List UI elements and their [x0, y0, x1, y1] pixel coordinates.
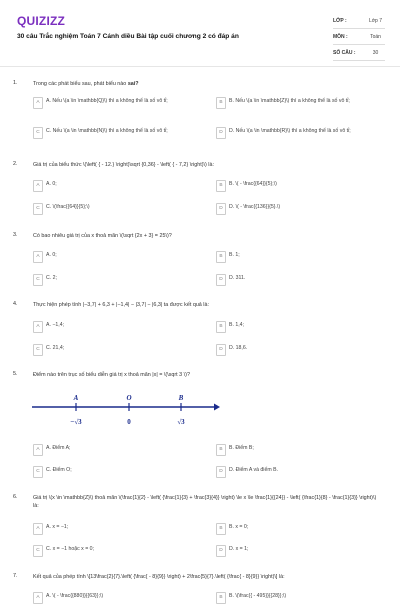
- question-number: 4.: [13, 301, 18, 307]
- option-letter-box: B: [216, 97, 226, 109]
- question-number: 6.: [13, 494, 18, 500]
- point-b-label: √3: [177, 418, 185, 426]
- option-text: D. \( - \frac{{136}}{5}.\): [229, 204, 281, 210]
- option-text: A. x = −1;: [46, 524, 69, 530]
- option-letter-box: C: [33, 127, 43, 139]
- option-letter-box: C: [33, 203, 43, 215]
- option-text: B. x = 0;: [229, 524, 249, 530]
- quizizz-logo[interactable]: QUIZIZZ: [17, 14, 66, 28]
- meta-row-count: [333, 45, 385, 61]
- question-emphasis: sai?: [127, 81, 139, 87]
- document-title: 30 câu Trắc nghiệm Toán 7 Cánh diều Bài tập cuối chương 2 có đáp án: [17, 33, 239, 40]
- option-text: C. x = −1 hoặc x = 0;: [46, 546, 95, 552]
- question-number: 1.: [13, 80, 18, 86]
- option-letter-box: A: [33, 523, 43, 535]
- point-a-letter: A: [73, 394, 79, 402]
- document-header: [0, 0, 400, 64]
- option-letter-box: C: [33, 545, 43, 557]
- option-text: D. x = 1;: [229, 546, 249, 552]
- point-a-label: −√3: [70, 418, 82, 426]
- meta-value: Lớp 7: [368, 17, 382, 24]
- option-text: B. 1,4;: [229, 322, 244, 328]
- question-number: 3.: [13, 232, 18, 238]
- option-text: A. −1,4;: [46, 322, 65, 328]
- number-line-figure: [30, 392, 220, 436]
- question-text: Giá trị của biểu thức \(\left( { - 12.} \right)\sqrt {0,36} - \left( { - 7,2} \right)\) là:: [33, 162, 214, 168]
- option-text: D. 311.: [229, 275, 246, 281]
- option-letter-box: A: [33, 592, 43, 604]
- meta-label: SỐ CÂU :: [333, 49, 356, 56]
- option-text: B. Nếu \(a \in \mathbb{Z}\) thì a không thể là số vô tỉ;: [229, 98, 350, 104]
- option-letter-box: B: [216, 251, 226, 263]
- option-text: B. \(\frac{{ - 495}}{{28}};\): [229, 593, 287, 599]
- question-number: 5.: [13, 371, 18, 377]
- option-text: C. Điểm O;: [46, 467, 72, 473]
- option-text: B. 1;: [229, 252, 240, 258]
- meta-value: Toán: [370, 33, 381, 40]
- point-o-label: 0: [127, 418, 131, 426]
- meta-label: LỚP :: [333, 17, 347, 24]
- option-letter-box: B: [216, 180, 226, 192]
- option-text: C. Nếu \(a \in \mathbb{N}\) thì a không thể là số vô tỉ;: [46, 128, 168, 134]
- option-letter-box: A: [33, 321, 43, 333]
- option-letter-box: A: [33, 251, 43, 263]
- option-letter-box: D: [216, 344, 226, 356]
- option-text: C. \(\frac{{64}}{5};\): [46, 204, 90, 210]
- option-letter-box: C: [33, 274, 43, 286]
- meta-row-class: [333, 13, 385, 29]
- option-letter-box: D: [216, 274, 226, 286]
- meta-table: [333, 13, 385, 61]
- option-letter-box: B: [216, 444, 226, 456]
- option-text: B. Điểm B;: [229, 445, 254, 451]
- option-text: C. 21,4;: [46, 345, 65, 351]
- point-b-letter: B: [178, 394, 184, 402]
- option-letter-box: C: [33, 344, 43, 356]
- option-text: D. Điểm A và điểm B.: [229, 467, 279, 473]
- question-number: 7.: [13, 573, 18, 579]
- option-text: A. 0;: [46, 252, 57, 258]
- option-letter-box: D: [216, 466, 226, 478]
- option-text: A. \( - \frac{{880}}{{63}};\): [46, 593, 104, 599]
- question-text: Có bao nhiêu giá trị của x thoả mãn \(\sqrt {2x + 3} = 25\)?: [33, 233, 172, 239]
- meta-row-subject: [333, 29, 385, 45]
- question-text: [33, 80, 383, 88]
- meta-value: 30: [372, 49, 379, 56]
- question-text: Giá trị \(x \in \mathbb{Z}\) thoả mãn \(\frac{1}{2} - \left( {\frac{1}{3} + \frac{3}{4}} \right) \le x \le \frac{1}{{24}} - \left( {\frac{1}{8} - \frac{1}{3}} \right)\) là:: [33, 495, 377, 509]
- option-letter-box: D: [216, 127, 226, 139]
- option-letter-box: A: [33, 97, 43, 109]
- header-divider: [0, 66, 400, 67]
- option-text: C. 2;: [46, 275, 57, 281]
- question-text: Thực hiện phép tính |−3,7| + 6,3 + |−1,4| − |3,7| − |6,3| ta được kết quả là:: [33, 302, 210, 308]
- option-text: A. 0;: [46, 181, 57, 187]
- option-text: D. 18,6.: [229, 345, 248, 351]
- option-letter-box: A: [33, 444, 43, 456]
- option-letter-box: B: [216, 592, 226, 604]
- option-letter-box: D: [216, 545, 226, 557]
- question-number: 2.: [13, 161, 18, 167]
- question-text-main: Trong các phát biểu sau, phát biểu nào: [33, 81, 127, 87]
- option-text: A. Nếu \(a \in \mathbb{Q}\) thì a không thể là số vô tỉ;: [46, 98, 168, 104]
- question-text: Điểm nào trên trục số biểu diễn giá trị x thoả mãn |x| = \(\sqrt 3 \)?: [33, 372, 190, 378]
- option-text: D. Nếu \(a \in \mathbb{R}\) thì a không thể là số vô tỉ;: [229, 128, 351, 134]
- option-text: B. \( - \frac{{64}}{5};\): [229, 181, 277, 187]
- arrow-head-icon: [214, 404, 220, 411]
- point-o-letter: O: [126, 394, 132, 402]
- option-letter-box: B: [216, 321, 226, 333]
- option-text: A. Điểm A;: [46, 445, 71, 451]
- option-letter-box: C: [33, 466, 43, 478]
- option-letter-box: D: [216, 203, 226, 215]
- option-letter-box: B: [216, 523, 226, 535]
- meta-label: MÔN :: [333, 33, 348, 40]
- question-text: Kết quả của phép tính \[13\frac{2}{7}.\left( {\frac{ - 8}{9}} \right) + 2\frac{5}{7}.\left( {\frac{ - 8}{9}} \right)\] là:: [33, 574, 285, 580]
- option-letter-box: A: [33, 180, 43, 192]
